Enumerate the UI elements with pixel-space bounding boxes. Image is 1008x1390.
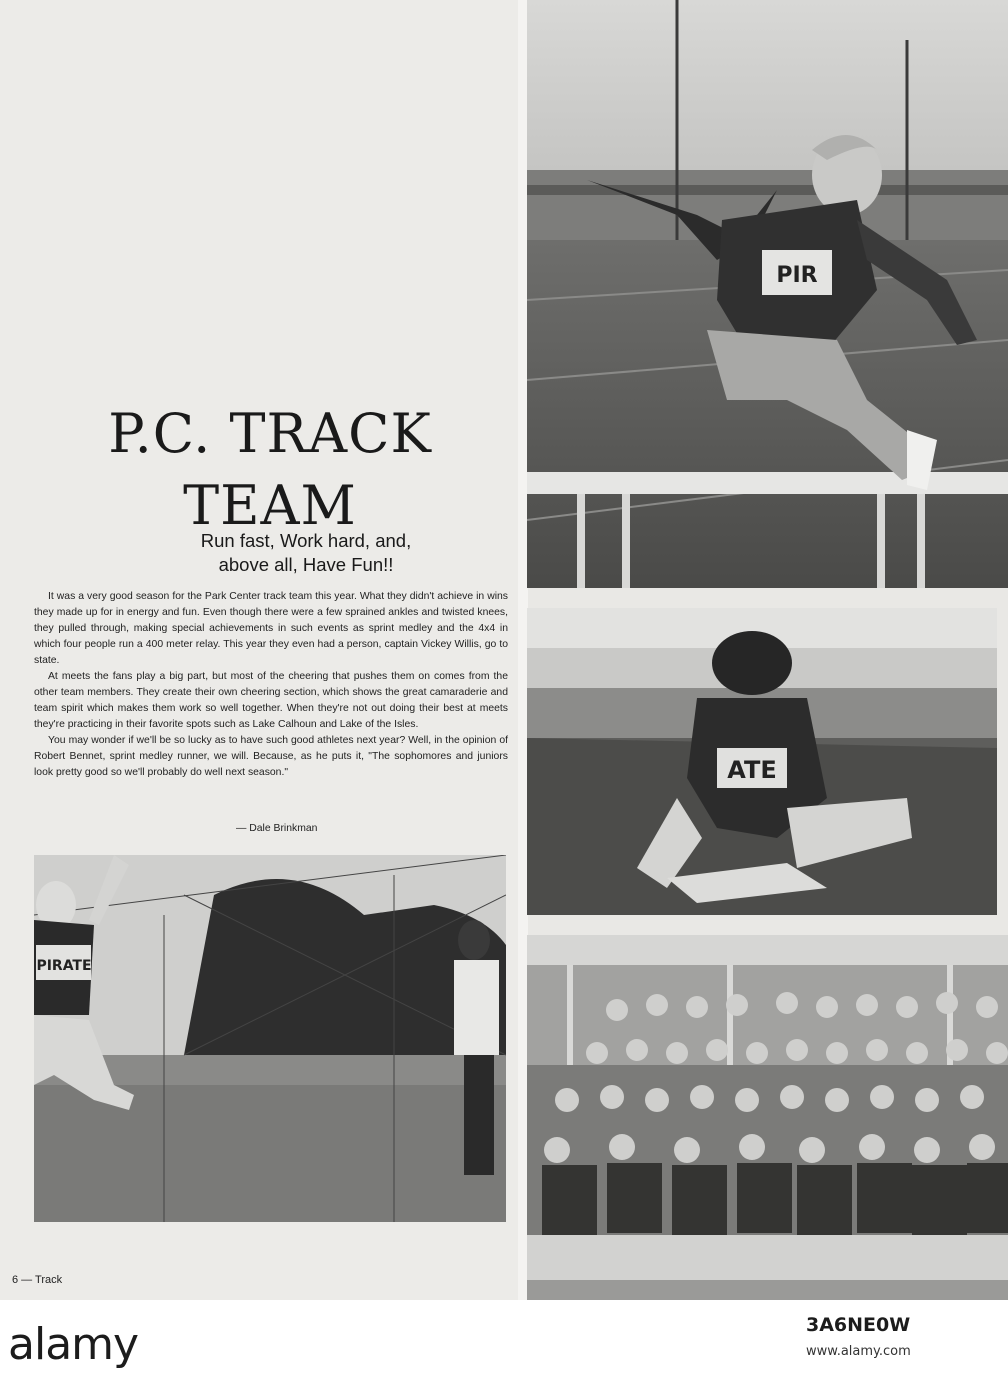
hurdler-jersey-text: PIR — [776, 263, 818, 288]
page-folio: 6 — Track — [12, 1274, 63, 1286]
article-paragraph: It was a very good season for the Park Center track team this year. What they didn't achieve in wins they made up for in energy and fun. Even though there were a few sprained ankles and twisted knees, they pulled through, making special achievements in such events as sprint medley and the 4x4 in which four people run a 400 meter relay. This year they even had a person, captain Vickey Willis, go to state. — [34, 591, 508, 666]
watermark-image-id: 3A6NE0W — [806, 1314, 911, 1336]
alamy-logo: alamy — [8, 1319, 139, 1370]
stretching-athlete-photo — [527, 608, 997, 915]
article-paragraph: At meets the fans play a big part, but most of the cheering that pushes them on comes from the other team members. They create their own cheering section, which shows the great camaraderie and team spirit which makes them work so well together. When they're not out doing their best at meets they're practicing in their favorite spots such as Lake Calhoun and Lake of the Isles. — [34, 671, 508, 730]
jumper-jersey-text: PIRATE — [36, 958, 92, 974]
watermark-url: www.alamy.com — [806, 1344, 911, 1359]
page-title-line-1: P.C. TRACK — [108, 402, 432, 465]
stretcher-jersey-text: ATE — [727, 756, 777, 784]
page-title-line-2: TEAM — [183, 474, 357, 537]
hurdler-photo — [527, 0, 1008, 588]
article-paragraph: You may wonder if we'll be so lucky as to have such good athletes next year? Well, in the opinion of Robert Bennet, sprint medley runner, we will. Because, as he puts it, "The sophomores and juniors look pretty good so we'll probably do well next season." — [34, 735, 508, 778]
subtitle-line-2: above all, Have Fun!! — [218, 554, 394, 575]
article-body — [34, 589, 508, 781]
team-group-photo — [527, 935, 1008, 1300]
article-byline: — Dale Brinkman — [236, 823, 318, 834]
long-jumper-photo — [34, 855, 506, 1222]
subtitle-line-1: Run fast, Work hard, and, — [200, 530, 412, 551]
